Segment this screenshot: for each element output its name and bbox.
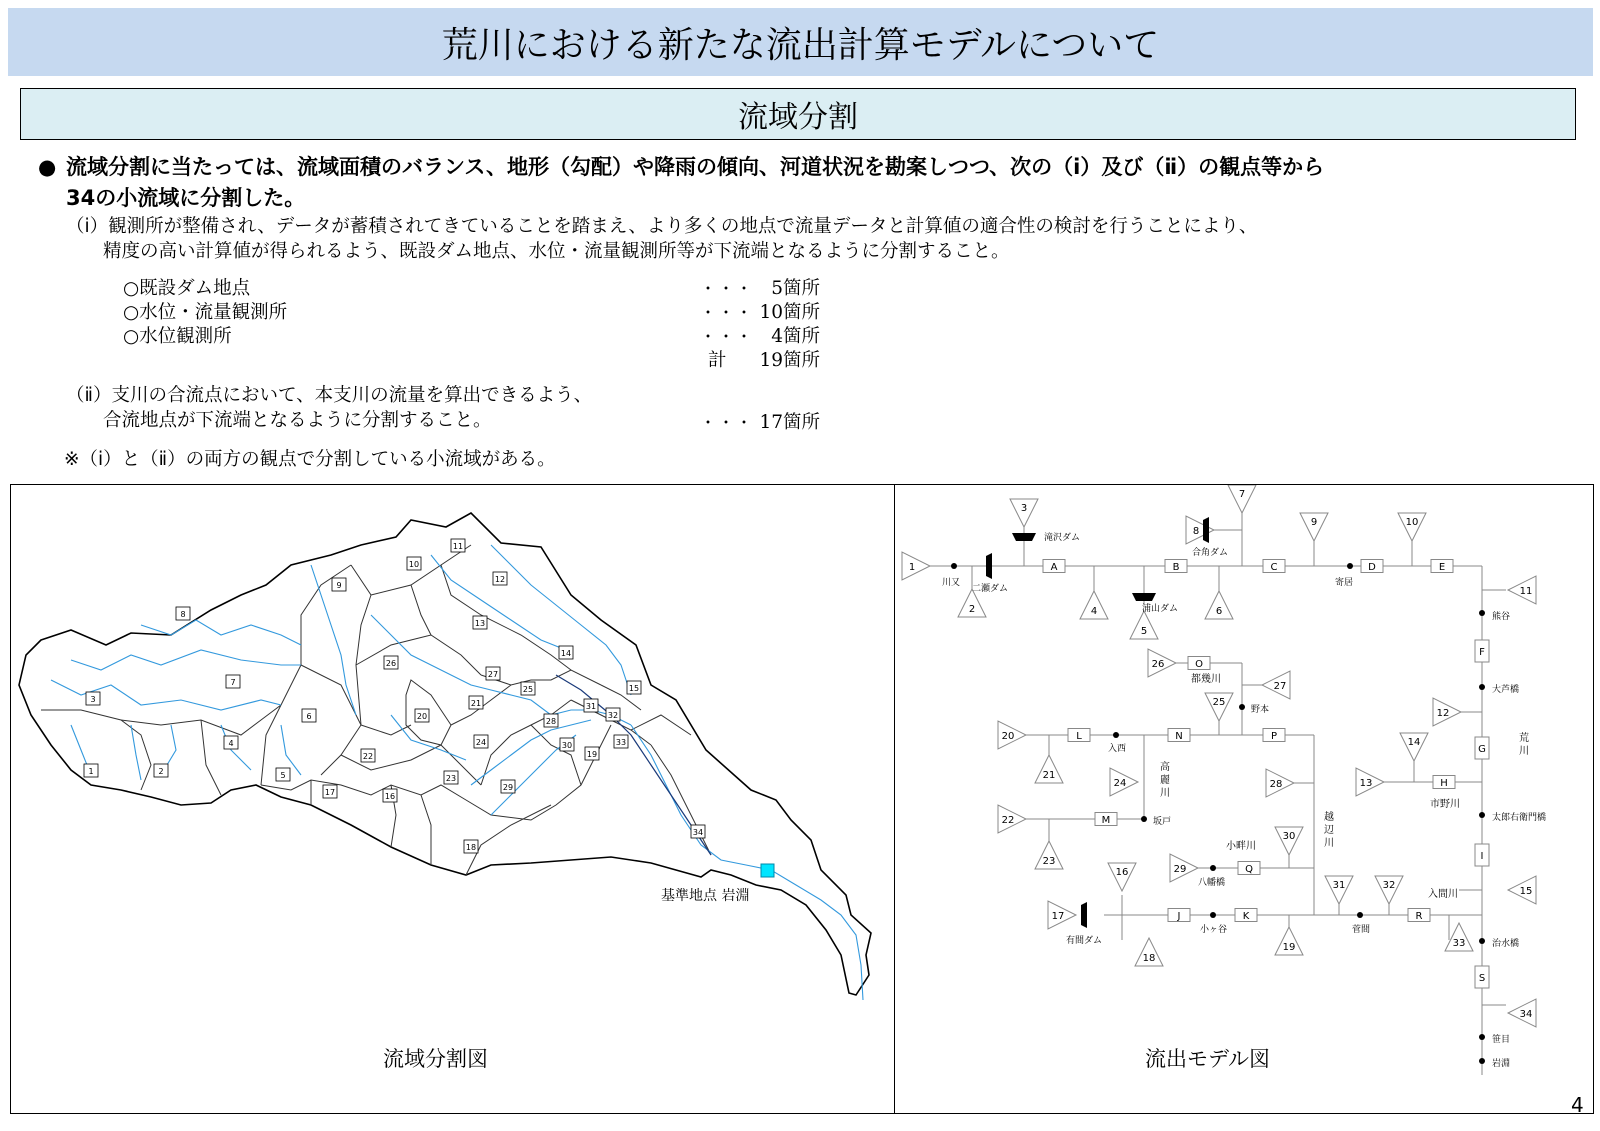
model-station-dots [942,563,1546,1069]
svg-text:34: 34 [1519,1009,1533,1020]
model-node-6 [1205,591,1233,619]
model-node-31 [1325,876,1353,904]
svg-text:31: 31 [1332,880,1346,891]
svg-text:26: 26 [1151,659,1165,670]
svg-text:33: 33 [1452,938,1466,949]
model-node-4 [1080,591,1108,619]
criterion-ii-line-1: （ⅱ）支川の合流点において、本支川の流量を算出できるよう、 [66,385,593,406]
svg-text:辺: 辺 [1324,825,1334,836]
svg-text:二瀬ダム: 二瀬ダム [972,584,1009,594]
svg-text:D: D [1368,562,1376,573]
subbasin-box-4 [224,736,238,749]
svg-text:S: S [1478,973,1486,984]
svg-text:笹目: 笹目 [1492,1035,1511,1045]
svg-text:16: 16 [1115,867,1129,878]
svg-text:M: M [1101,815,1111,826]
model-node-30 [1275,827,1303,855]
svg-text:11: 11 [1519,586,1533,597]
svg-text:32: 32 [607,711,619,720]
reach-box-J [1168,909,1190,923]
reach-box-S [1475,966,1489,988]
svg-text:15: 15 [628,684,640,693]
subbasin-box-33 [614,735,628,748]
watershed-division-panel [10,484,895,1114]
model-node-22 [998,805,1026,833]
reach-box-B [1165,560,1187,574]
station-野本 [1239,703,1269,715]
svg-text:R: R [1415,911,1423,922]
svg-text:川: 川 [1324,838,1334,849]
model-node-8 [1186,516,1214,544]
svg-text:32: 32 [1382,880,1396,891]
dam-滝沢ダム [1012,531,1080,543]
svg-text:10: 10 [408,560,420,569]
station-川又 [942,563,960,588]
svg-text:5: 5 [280,771,286,780]
subbasin-box-15 [627,681,641,694]
svg-text:14: 14 [1407,737,1421,748]
subbasin-box-32 [606,708,620,721]
subbasin-box-11 [451,539,465,552]
svg-text:小ヶ谷: 小ヶ谷 [1200,925,1228,935]
svg-text:6: 6 [1215,606,1223,617]
base-point-marker [761,864,774,877]
svg-text:熊谷: 熊谷 [1492,612,1511,622]
svg-text:小畔川: 小畔川 [1226,841,1256,852]
note-text: ※（ⅰ）と（ⅱ）の両方の観点で分割している小流域がある。 [64,449,556,470]
model-node-25 [1205,693,1233,721]
subbasin-box-29 [501,780,515,793]
svg-text:八幡橋: 八幡橋 [1198,878,1226,888]
reach-box-H [1433,776,1455,790]
svg-text:21: 21 [470,699,482,708]
subbasin-box-12 [493,572,507,585]
svg-text:15: 15 [1519,886,1533,897]
reach-box-F [1475,640,1489,662]
svg-text:荒: 荒 [1519,733,1529,744]
svg-text:8: 8 [1192,526,1200,537]
river-label-arakawa [1519,731,1529,757]
station-治水橋 [1479,937,1519,949]
svg-text:Q: Q [1245,864,1253,875]
svg-text:6: 6 [306,712,312,721]
criterion-ii-count: 17箇所 [759,412,820,433]
svg-text:N: N [1175,731,1183,742]
model-node-9 [1300,513,1328,541]
page-title: 荒川における新たな流出計算モデルについて [8,8,1593,76]
svg-text:5: 5 [1140,626,1148,637]
item-level-label: ○水位観測所 [123,326,232,347]
subbasin-box-3 [86,692,100,705]
svg-text:20: 20 [1001,731,1015,742]
model-node-15 [1508,876,1536,904]
svg-text:12: 12 [494,575,506,584]
svg-text:P: P [1270,731,1278,742]
river-label-toki [1191,672,1221,685]
subbasin-box-25 [521,682,535,695]
criterion-i-line-1: （ⅰ）観測所が整備され、データが蓄積されてきていることを踏まえ、より多くの地点で流量データと計算値の適合性の検討を行うことにより、 [66,216,1258,237]
subbasin-box-14 [559,646,573,659]
svg-text:24: 24 [1113,778,1127,789]
item-dam-count: 5箇所 [771,278,820,299]
svg-text:A: A [1050,562,1058,573]
svg-text:麗: 麗 [1160,775,1170,786]
svg-text:24: 24 [475,738,487,747]
model-node-19 [1275,927,1303,955]
subbasin-box-20 [415,709,429,722]
reach-box-P [1263,729,1285,743]
svg-text:H: H [1440,778,1448,789]
svg-text:O: O [1195,659,1203,670]
svg-text:都幾川: 都幾川 [1191,674,1221,685]
reach-box-K [1235,909,1257,923]
reach-box-G [1475,737,1489,759]
subbasin-box-8 [176,607,190,620]
river-label-oppe [1324,810,1334,849]
model-node-16 [1108,863,1136,891]
basin-outline [19,513,871,995]
item-dam-dots: ・・・ [700,279,755,298]
svg-text:9: 9 [336,581,342,590]
model-node-11 [1508,576,1536,604]
model-node-1 [902,552,930,580]
model-node-3 [1010,499,1038,527]
svg-text:17: 17 [1051,911,1065,922]
svg-text:2: 2 [968,604,976,615]
station-寄居 [1335,563,1353,588]
svg-text:越: 越 [1324,812,1334,823]
page-number: 4 [1571,1093,1584,1117]
svg-text:9: 9 [1310,517,1318,528]
river-label-koma [1160,760,1170,799]
bullet-line-1: 流域分割に当たっては、流域面積のバランス、地形（勾配）や降雨の傾向、河道状況を勘案しつつ、次の（ⅰ）及び（ⅱ）の観点等から [66,155,1325,179]
svg-text:2: 2 [158,767,164,776]
svg-text:28: 28 [1269,779,1283,790]
svg-text:高: 高 [1160,762,1170,773]
reach-box-E [1431,560,1453,574]
item-level-dots: ・・・ [700,327,755,346]
station-坂戸 [1141,815,1171,827]
svg-text:市野川: 市野川 [1430,799,1460,810]
svg-text:8: 8 [180,610,186,619]
item-flow-count: 10箇所 [759,302,820,323]
criterion-ii-line-2: 合流地点が下流端となるように分割すること。 [103,410,492,431]
item-level-count: 4箇所 [771,326,820,347]
subbasin-box-28 [544,714,558,727]
svg-text:太郎右衛門橋: 太郎右衛門橋 [1492,813,1547,823]
svg-text:23: 23 [1042,856,1056,867]
svg-text:浦山ダム: 浦山ダム [1142,604,1179,614]
svg-text:25: 25 [522,685,534,694]
svg-text:E: E [1438,562,1446,573]
model-node-18 [1135,938,1163,966]
model-node-21 [1035,755,1063,783]
svg-text:L: L [1076,731,1082,742]
criterion-i-line-2: 精度の高い計算値が得られるよう、既設ダム地点、水位・流量観測所等が下流端となるように分割すること。 [103,241,1010,262]
subbasin-box-10 [407,557,421,570]
reach-box-M [1095,813,1117,827]
model-node-12 [1433,698,1461,726]
station-岩淵 [1479,1057,1510,1069]
river-label-ichinokawa [1430,797,1460,810]
section-heading: 流域分割 [20,88,1576,140]
model-node-7 [1228,485,1256,513]
model-node-27 [1262,671,1290,699]
subbasin-box-27 [486,667,500,680]
item-flow-dots: ・・・ [700,303,755,322]
svg-text:29: 29 [502,783,514,792]
model-node-34 [1508,999,1536,1027]
subbasin-box-1 [84,764,98,777]
station-太郎右衛門橋 [1479,811,1546,823]
item-dam-label: ○既設ダム地点 [123,278,251,299]
svg-text:7: 7 [1238,489,1246,500]
svg-text:22: 22 [1001,815,1015,826]
svg-text:30: 30 [1282,831,1296,842]
svg-text:菅間: 菅間 [1352,925,1371,935]
svg-text:19: 19 [1282,942,1296,953]
dam-二瀬ダム [972,553,1008,594]
svg-text:30: 30 [561,741,573,750]
svg-text:22: 22 [362,752,374,761]
svg-text:25: 25 [1212,697,1226,708]
subbasin-box-34 [691,825,705,838]
svg-text:13: 13 [1359,778,1373,789]
svg-text:14: 14 [560,649,572,658]
river-label-koaze [1226,839,1256,852]
svg-text:11: 11 [452,542,464,551]
svg-text:I: I [1480,851,1484,862]
reach-box-I [1475,844,1489,866]
svg-text:17: 17 [324,788,336,797]
svg-text:4: 4 [228,739,234,748]
svg-text:岩淵: 岩淵 [1492,1059,1511,1069]
svg-text:31: 31 [585,702,597,711]
runoff-model-panel [894,484,1594,1114]
svg-text:33: 33 [615,738,627,747]
svg-text:16: 16 [384,792,396,801]
svg-text:18: 18 [1142,953,1156,964]
main-bullet [38,152,1583,214]
svg-text:21: 21 [1042,770,1056,781]
station-熊谷 [1479,610,1510,622]
bullet-marker: ● [38,155,57,179]
total-count: 19箇所 [759,350,820,371]
reach-box-Q [1238,862,1260,876]
model-node-5 [1130,611,1158,639]
svg-text:12: 12 [1436,708,1450,719]
base-point-label: 基準地点 岩淵 [661,888,750,904]
subbasin-box-26 [384,656,398,669]
model-node-24 [1110,768,1138,796]
svg-text:川: 川 [1160,788,1170,799]
svg-text:13: 13 [474,619,486,628]
svg-text:10: 10 [1405,517,1419,528]
model-node-14 [1400,733,1428,761]
reach-box-A [1043,560,1065,574]
svg-text:18: 18 [465,843,477,852]
svg-text:坂戸: 坂戸 [1153,817,1172,827]
svg-text:19: 19 [586,750,598,759]
reach-box-C [1263,560,1285,574]
svg-text:大芦橋: 大芦橋 [1492,685,1520,695]
svg-text:34: 34 [692,828,704,837]
svg-text:滝沢ダム: 滝沢ダム [1044,533,1081,543]
subbasin-box-21 [469,696,483,709]
model-node-20 [998,721,1026,749]
svg-text:K: K [1242,911,1250,922]
svg-text:川: 川 [1519,746,1529,757]
reach-box-L [1068,729,1090,743]
subbasin-box-2 [154,764,168,777]
station-笹目 [1479,1033,1510,1045]
model-node-26 [1148,649,1176,677]
svg-text:G: G [1478,744,1486,755]
model-node-32 [1375,876,1403,904]
svg-text:野本: 野本 [1251,705,1270,715]
svg-text:27: 27 [487,670,499,679]
svg-text:4: 4 [1090,606,1098,617]
svg-text:7: 7 [230,678,236,687]
svg-text:F: F [1479,647,1485,658]
subbasin-box-24 [474,735,488,748]
subbasin-box-7 [226,675,240,688]
svg-text:B: B [1172,562,1180,573]
subbasin-box-31 [584,699,598,712]
svg-text:合角ダム: 合角ダム [1192,548,1229,558]
subbasin-box-22 [361,749,375,762]
svg-text:治水橋: 治水橋 [1492,939,1520,949]
subbasin-box-5 [276,768,290,781]
svg-text:3: 3 [90,695,96,704]
model-node-10 [1398,513,1426,541]
model-node-13 [1356,768,1384,796]
subbasin-box-13 [473,616,487,629]
svg-text:26: 26 [385,659,397,668]
model-node-29 [1170,854,1198,882]
subbasin-box-18 [464,840,478,853]
subbasin-box-9 [332,578,346,591]
svg-text:J: J [1177,911,1181,922]
total-label: 計 [708,350,727,371]
svg-text:川又: 川又 [942,578,961,588]
bullet-line-2: 34の小流域に分割した。 [66,186,306,210]
svg-text:28: 28 [545,717,557,726]
reach-box-D [1361,560,1383,574]
river-label-iruma [1428,887,1458,900]
dam-浦山ダム [1132,593,1178,614]
subbasin-box-19 [585,747,599,760]
left-panel-caption: 流域分割図 [383,1047,488,1071]
right-panel-caption: 流出モデル図 [1145,1047,1270,1071]
svg-text:20: 20 [416,712,428,721]
runoff-model-diagram [894,485,1594,1115]
dam-有間ダム [1066,902,1102,946]
svg-text:27: 27 [1273,681,1287,692]
watershed-map [11,485,896,1115]
criterion-ii-dots: ・・・ [700,413,755,432]
subbasin-box-6 [302,709,316,722]
station-大芦橋 [1479,683,1519,695]
item-flow-label: ○水位・流量観測所 [123,302,288,323]
svg-text:入間川: 入間川 [1428,889,1458,900]
reach-box-N [1168,729,1190,743]
svg-text:有間ダム: 有間ダム [1066,936,1103,946]
svg-text:1: 1 [88,767,94,776]
svg-text:寄居: 寄居 [1335,578,1354,588]
model-node-17 [1048,901,1076,929]
svg-text:C: C [1270,562,1278,573]
subbasin-box-23 [444,771,458,784]
svg-text:入西: 入西 [1108,744,1127,754]
svg-text:1: 1 [908,562,916,573]
model-node-23 [1035,841,1063,869]
reach-box-O [1188,657,1210,671]
subbasin-box-17 [323,785,337,798]
svg-text:23: 23 [445,774,457,783]
subbasin-box-16 [383,789,397,802]
model-node-28 [1266,769,1294,797]
svg-text:3: 3 [1020,503,1028,514]
reach-box-R [1408,909,1430,923]
subbasin-box-30 [560,738,574,751]
svg-text:29: 29 [1173,864,1187,875]
